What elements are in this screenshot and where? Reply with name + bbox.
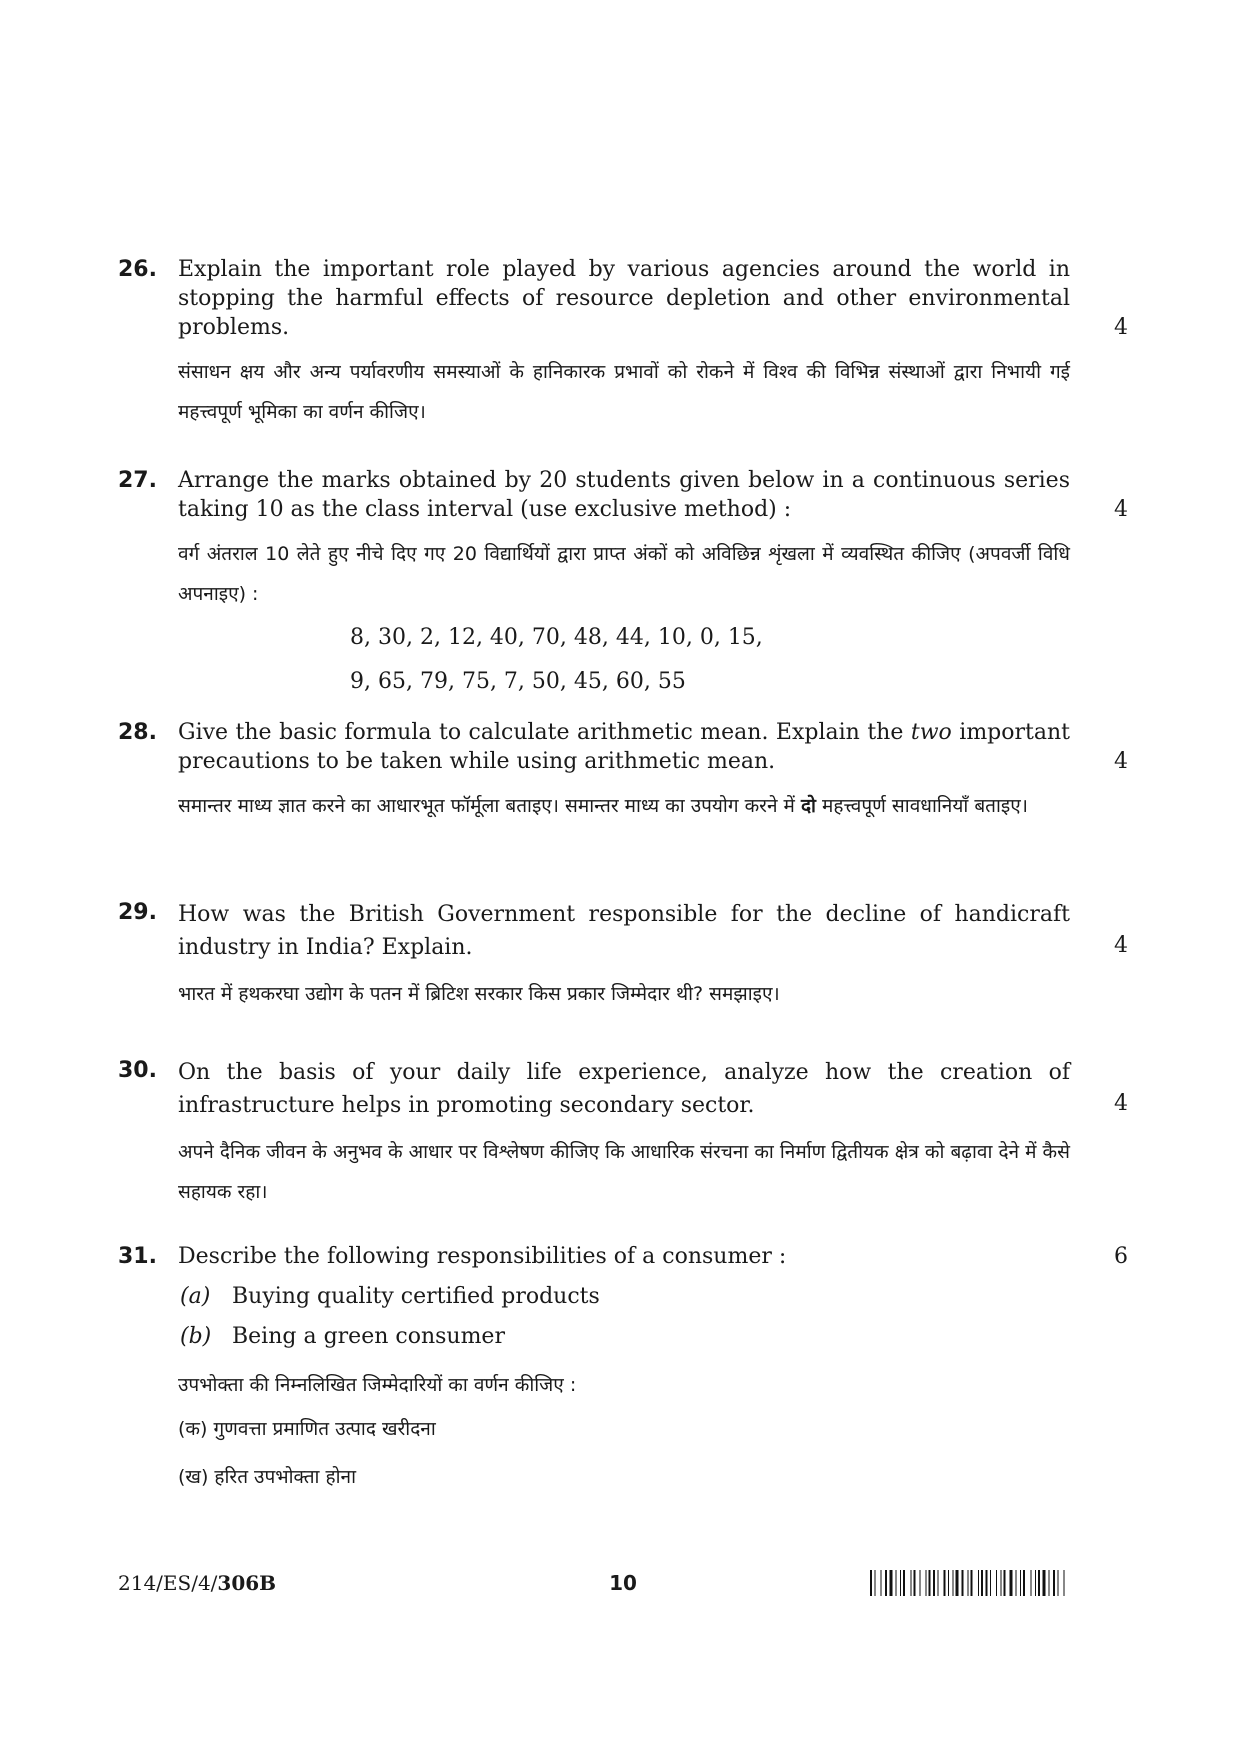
question-text-english: On the basis of your daily life experience, analyze how the creation of infrastructure helps in promoting secondary sector. — [178, 1060, 1070, 1118]
barcode-bar — [978, 1570, 979, 1596]
barcode-bar — [962, 1570, 964, 1596]
barcode-bar — [920, 1570, 921, 1596]
question-29 — [118, 898, 1128, 1014]
barcode-bar — [933, 1570, 935, 1596]
question-text-english: Arrange the marks obtained by 20 students given below in a continuous series taking 10 as the class interval (use exclusive method) : — [178, 468, 1070, 522]
barcode-bar — [956, 1570, 959, 1596]
barcode-bar — [929, 1570, 931, 1596]
barcode-bar — [1001, 1570, 1002, 1596]
barcode-icon — [870, 1570, 1128, 1596]
sub-label: (a) — [180, 1284, 211, 1309]
barcode-bar — [1053, 1570, 1055, 1596]
question-text-part-2: important precautions to be taken while using arithmetic mean. — [178, 720, 1070, 774]
barcode-bar — [914, 1570, 916, 1596]
sub-label: (b) — [180, 1324, 212, 1349]
barcode-bar — [971, 1570, 973, 1596]
question-text-english: How was the British Government responsible for the decline of handicraft industry in India? Explain. — [178, 902, 1070, 960]
question-31 — [118, 1242, 1128, 1501]
question-28 — [118, 718, 1128, 826]
barcode-bar — [938, 1570, 939, 1596]
sub-question-a — [180, 1277, 1128, 1317]
question-text-english — [178, 718, 1070, 776]
question-text-english: Describe the following responsibilities of a consumer : — [178, 1244, 787, 1269]
barcode-bar — [981, 1570, 983, 1596]
hindi-part-1: समान्तर माध्य ज्ञात करने का आधारभूत फॉर्मूला बताइए। समान्तर माध्य का उपयोग करने में — [178, 795, 795, 817]
marks: 4 — [1114, 1091, 1128, 1116]
barcode-bar — [1016, 1570, 1017, 1596]
marks: 4 — [1114, 497, 1128, 522]
barcode-bar — [903, 1570, 905, 1596]
paper-code-prefix: 214/ES/4/ — [118, 1571, 218, 1595]
question-26 — [118, 255, 1128, 432]
barcode-bar — [885, 1570, 887, 1596]
barcode-bar — [1023, 1570, 1025, 1596]
sub-question-b — [180, 1317, 1128, 1357]
question-number: 27. — [118, 468, 157, 493]
marks-data-line-1: 8, 30, 2, 12, 40, 70, 48, 44, 10, 0, 15, — [350, 625, 763, 650]
barcode-bar — [1038, 1570, 1040, 1596]
sub-text: Buying quality certified products — [232, 1284, 600, 1309]
marks: 4 — [1114, 933, 1128, 958]
barcode-bar — [890, 1570, 893, 1596]
barcode-bar — [1058, 1570, 1059, 1596]
barcode-bar — [996, 1570, 997, 1596]
barcode-bar — [1064, 1570, 1065, 1596]
question-text-hindi: भारत में हथकरघा उद्योग के पतन में ब्रिटिश सरकार किस प्रकार जिम्मेदार थी? समझाइए। — [178, 983, 780, 1005]
barcode-bar — [968, 1570, 969, 1596]
hindi-part-2: महत्त्वपूर्ण सावधानियाँ बताइए। — [822, 795, 1028, 817]
page-footer — [118, 1568, 1128, 1598]
question-number: 29. — [118, 900, 157, 925]
barcode-bar — [926, 1570, 927, 1596]
question-text-english: Explain the important role played by various agencies around the world in stopping the harmful effects of resource depletion and other environmental problems. — [178, 257, 1070, 340]
hindi-sub-question-a: (क) गुणवत्ता प्रमाणित उत्पाद खरीदना — [178, 1418, 436, 1440]
hindi-sub-question-b: (ख) हरित उपभोक्ता होना — [178, 1466, 356, 1488]
question-number: 31. — [118, 1244, 157, 1269]
question-number: 30. — [118, 1058, 157, 1083]
question-text-hindi: उपभोक्ता की निम्नलिखित जिम्मेदारियों का वर्णन कीजिए : — [178, 1374, 577, 1396]
question-text-part-1: Give the basic formula to calculate arithmetic mean. Explain the — [178, 720, 904, 745]
question-number: 26. — [118, 257, 157, 282]
question-text-hindi: अपने दैनिक जीवन के अनुभव के आधार पर विश्लेषण कीजिए कि आधारिक संरचना का निर्माण द्वितीयक क्षेत्र को बढ़ावा देने में कैसे सहायक रहा। — [178, 1141, 1070, 1203]
hindi-emphasis-two: दो — [800, 795, 816, 817]
barcode-bar — [1010, 1570, 1013, 1596]
barcode-bar — [896, 1570, 897, 1596]
barcode-bar — [870, 1570, 872, 1596]
barcode-bar — [1004, 1570, 1006, 1596]
barcode-bar — [953, 1570, 954, 1596]
barcode-bar — [1020, 1570, 1021, 1596]
marks: 4 — [1114, 315, 1128, 340]
barcode-bar — [948, 1570, 949, 1596]
question-number: 28. — [118, 720, 157, 745]
marks: 4 — [1114, 749, 1128, 774]
paper-code-bold: 306B — [217, 1571, 277, 1595]
barcode-bar — [881, 1570, 882, 1596]
emphasis-two: two — [910, 720, 952, 745]
sub-text: Being a green consumer — [232, 1324, 505, 1349]
barcode-bar — [1031, 1570, 1032, 1596]
question-30 — [118, 1056, 1128, 1212]
marks-data-line-2: 9, 65, 79, 75, 7, 50, 45, 60, 55 — [350, 669, 686, 694]
question-text-hindi: वर्ग अंतराल 10 लेते हुए नीचे दिए गए 20 विद्यार्थियों द्वारा प्राप्त अंकों को अविछिन्न शृंखला में व्यवस्थित कीजिए (अपवर्जी विधि अपनाइए) : — [178, 543, 1070, 605]
barcode-bar — [986, 1570, 988, 1596]
barcode-bar — [990, 1570, 991, 1596]
barcode-bar — [1035, 1570, 1036, 1596]
question-27 — [118, 466, 1128, 702]
barcode-bar — [875, 1570, 876, 1596]
question-text-hindi — [178, 786, 1070, 826]
barcode-bar — [944, 1570, 946, 1596]
page-number: 10 — [609, 1571, 637, 1595]
question-text-hindi: संसाधन क्षय और अन्य पर्यावरणीय समस्याओं के हानिकारक प्रभावों को रोकने में विश्व की विभिन्न संस्थाओं द्वारा निभायी गई महत्त्वपूर्ण भूमिका का वर्णन कीजिए। — [178, 361, 1070, 423]
barcode-bar — [1049, 1570, 1050, 1596]
barcode-bar — [1043, 1570, 1046, 1596]
barcode-bar — [911, 1570, 912, 1596]
paper-code — [118, 1568, 276, 1598]
marks: 6 — [1114, 1244, 1128, 1269]
barcode-bar — [900, 1570, 901, 1596]
